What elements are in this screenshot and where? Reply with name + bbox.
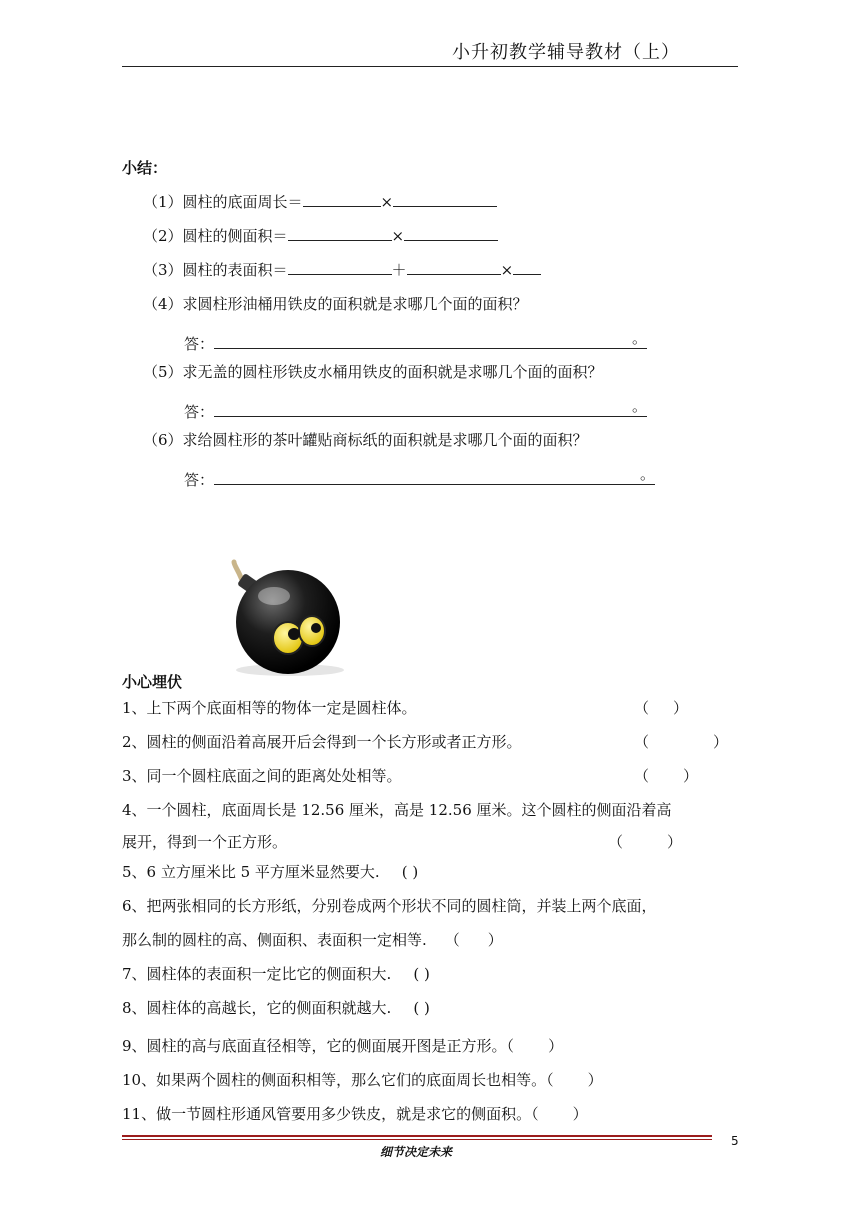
footer-rule-thin	[122, 1139, 712, 1140]
fill-blank[interactable]	[407, 260, 501, 275]
trap-item-7: 7、圆柱体的表面积一定比它的侧面积大. ( )	[122, 965, 430, 983]
answer-end: 。	[632, 329, 648, 347]
answer-row-4	[184, 327, 647, 354]
answer-row-5	[184, 395, 647, 422]
answer-row-6	[184, 463, 655, 490]
fill-blank[interactable]	[404, 226, 498, 241]
judge-bracket[interactable]: ( )	[413, 999, 430, 1017]
judge-bracket[interactable]: （ ）	[546, 1071, 603, 1089]
trap-item-8: 8、圆柱体的高越长，它的侧面积就越大. ( )	[122, 999, 430, 1017]
trap-item-11: 11、做一节圆柱形通风管要用多少铁皮，就是求它的侧面积。（ ）	[122, 1105, 588, 1123]
answer-line[interactable]	[214, 395, 647, 417]
answer-end: 。	[640, 465, 656, 483]
bomb-face-icon	[222, 556, 352, 678]
summary-item-6: （6）求给圆柱形的茶叶罐贴商标纸的面积就是求哪几个面的面积？	[143, 431, 588, 449]
trap-item-1: 1、上下两个底面相等的物体一定是圆柱体。	[122, 699, 417, 717]
trap-item-3: 3、同一个圆柱底面之间的距离处处相等。	[122, 767, 402, 785]
trap-item-6: 6、把两张相同的长方形纸，分别卷成两个形状不同的圆柱筒，并装上两个底面，	[122, 897, 657, 915]
judge-bracket[interactable]: （ ）	[634, 733, 729, 751]
traps-heading: 小心埋伏	[122, 673, 183, 691]
fill-blank[interactable]	[288, 226, 392, 241]
answer-end: 。	[632, 397, 648, 415]
summary-item-2	[143, 225, 498, 246]
header-rule	[122, 66, 738, 67]
operator: ×	[380, 193, 394, 211]
trap-item-9: 9、圆柱的高与底面直径相等，它的侧面展开图是正方形。（ ）	[122, 1037, 564, 1055]
fill-blank[interactable]	[393, 192, 497, 207]
answer-label: 答：	[184, 403, 215, 421]
operator: ＋	[391, 261, 407, 279]
operator: ×	[391, 227, 405, 245]
trap-item-4-cont: 展开，得到一个正方形。	[122, 833, 288, 851]
judge-bracket[interactable]: （ ）	[531, 1105, 588, 1123]
answer-line[interactable]	[214, 463, 655, 485]
judge-bracket[interactable]: （ ）	[634, 699, 689, 717]
summary-item-3	[143, 259, 541, 280]
footer-rule	[122, 1135, 712, 1137]
judge-bracket[interactable]: ( )	[413, 965, 430, 983]
summary-item-4: （4）求圆柱形油桶用铁皮的面积就是求哪几个面的面积？	[143, 295, 528, 313]
trap-item-5: 5、6 立方厘米比 5 平方厘米显然要大. ( )	[122, 863, 419, 881]
trap-item-4: 4、一个圆柱，底面周长是 12.56 厘米，高是 12.56 厘米。这个圆柱的侧面沿着高	[122, 801, 672, 819]
judge-bracket[interactable]: （ ）	[506, 1037, 564, 1055]
summary-item-1-text: （1）圆柱的底面周长＝	[143, 193, 303, 211]
judge-bracket[interactable]: （ ）	[444, 931, 503, 949]
answer-line[interactable]	[214, 327, 647, 349]
summary-item-1	[143, 191, 497, 212]
judge-bracket[interactable]: （ ）	[608, 833, 683, 851]
fill-blank[interactable]	[303, 192, 381, 207]
answer-label: 答：	[184, 471, 215, 489]
judge-bracket[interactable]: （ ）	[634, 767, 699, 785]
trap-item-2: 2、圆柱的侧面沿着高展开后会得到一个长方形或者正方形。	[122, 733, 522, 751]
fill-blank[interactable]	[288, 260, 392, 275]
judge-bracket[interactable]: ( )	[401, 863, 419, 881]
header-title: 小升初教学辅导教材（上）	[452, 42, 680, 63]
summary-item-2-text: （2）圆柱的侧面积＝	[143, 227, 288, 245]
summary-item-3-text: （3）圆柱的表面积＝	[143, 261, 288, 279]
fill-blank[interactable]	[513, 260, 541, 275]
trap-item-10: 10、如果两个圆柱的侧面积相等，那么它们的底面周长也相等。（ ）	[122, 1071, 603, 1089]
trap-item-6-cont: 那么制的圆柱的高、侧面积、表面积一定相等. （ ）	[122, 931, 503, 949]
page-number: 5	[731, 1134, 739, 1148]
footer-motto: 细节决定未来	[380, 1145, 453, 1159]
summary-item-5: （5）求无盖的圆柱形铁皮水桶用铁皮的面积就是求哪几个面的面积？	[143, 363, 603, 381]
answer-label: 答：	[184, 335, 215, 353]
summary-heading: 小结：	[122, 159, 168, 177]
operator: ×	[500, 261, 514, 279]
